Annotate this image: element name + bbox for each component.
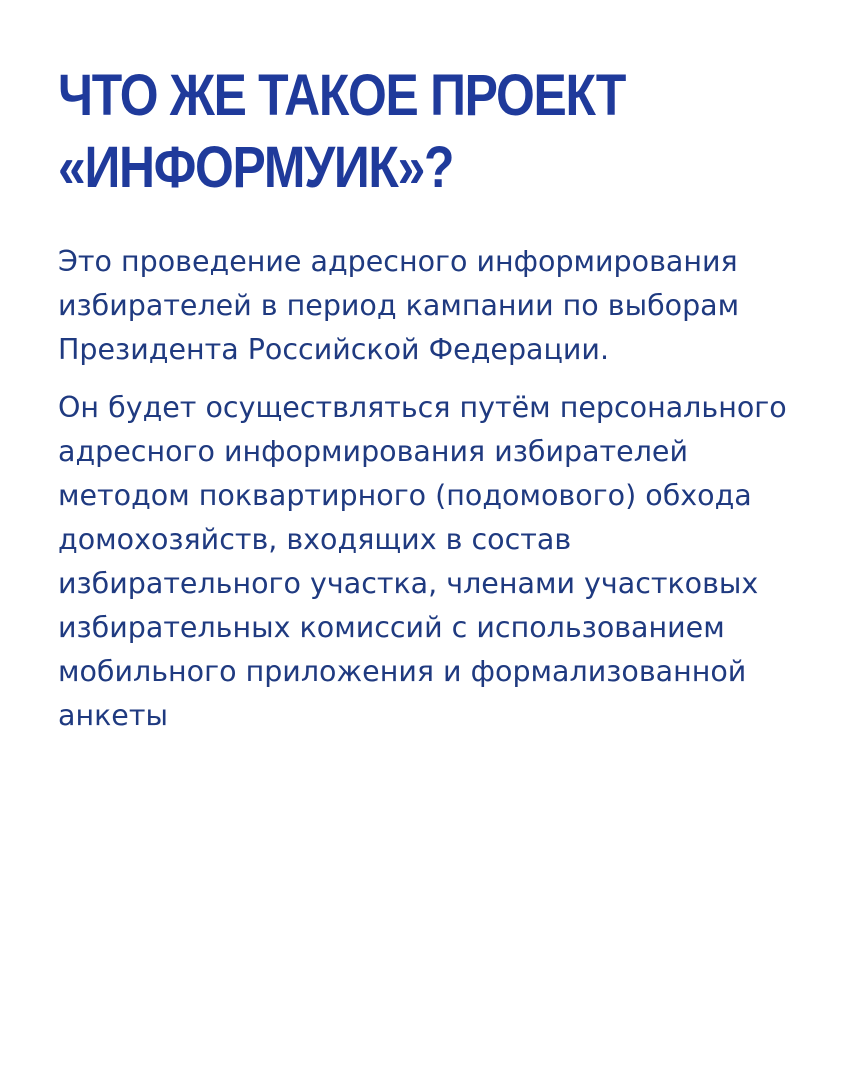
- text-line: адресного информирования избирателей: [58, 435, 688, 468]
- text-line: Президента Российской Федерации.: [58, 333, 610, 366]
- text-line: анкеты: [58, 699, 168, 732]
- text-line: избирательных комиссий с использованием: [58, 611, 725, 644]
- decorative-stripes: [0, 930, 864, 1040]
- page-title: [58, 60, 712, 204]
- intro-paragraph: [58, 240, 838, 372]
- text-line: Он будет осуществляться путём персонального: [58, 391, 787, 424]
- title-line: ЧТО ЖЕ ТАКОЕ ПРОЕКТ: [58, 63, 626, 128]
- text-line: методом поквартирного (подомового) обхода: [58, 479, 752, 512]
- title-line: «ИНФОРМУИК»?: [58, 135, 454, 200]
- details-paragraph: [58, 386, 838, 738]
- text-line: домохозяйств, входящих в состав: [58, 523, 572, 556]
- text-line: избирательного участка, членами участковых: [58, 567, 759, 600]
- text-line: мобильного приложения и формализованной: [58, 655, 747, 688]
- text-line: избирателей в период кампании по выборам: [58, 289, 740, 322]
- text-line: Это проведение адресного информирования: [58, 245, 738, 278]
